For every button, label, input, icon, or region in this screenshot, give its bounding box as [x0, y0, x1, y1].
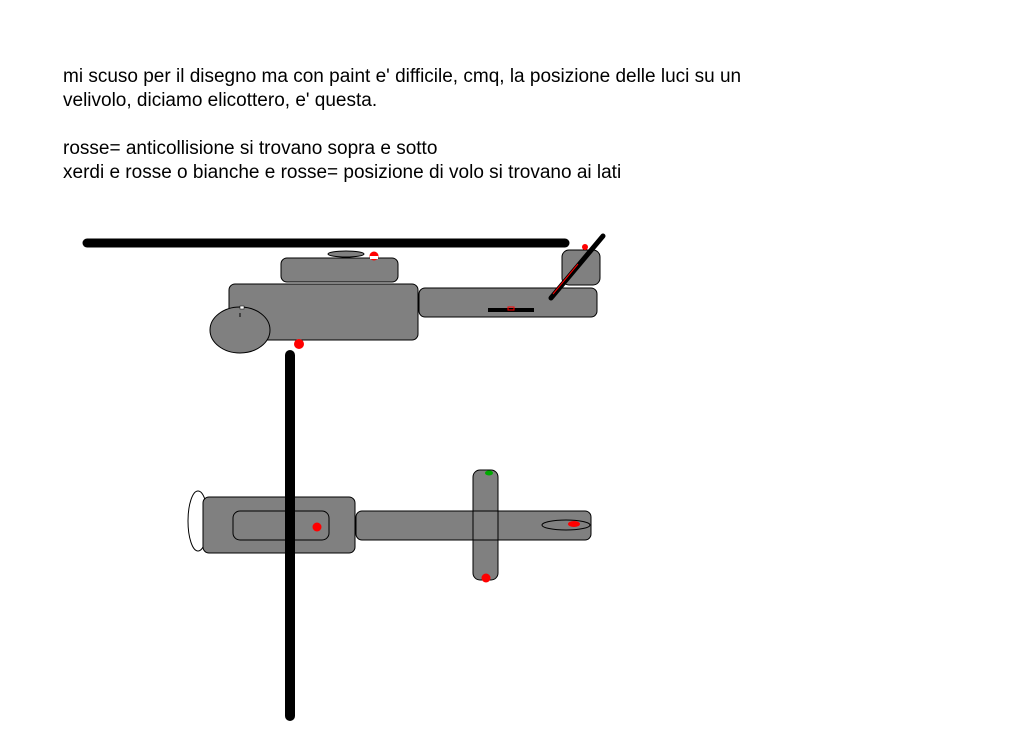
rotor-mast-disk	[328, 251, 364, 257]
green-position-light	[485, 471, 493, 476]
helicopter-side-view	[87, 236, 603, 353]
caption-line-1: mi scuso per il disegno ma con paint e' difficile, cmq, la posizione delle luci su un	[63, 66, 742, 87]
red-position-light	[482, 574, 491, 583]
tail-red-light	[568, 521, 580, 527]
side-position-light	[240, 306, 244, 309]
top-stabilizer	[473, 470, 498, 580]
bottom-anticollision-light	[294, 339, 304, 349]
caption-line-3: rosse= anticollisione si trovano sopra e sotto	[63, 138, 438, 159]
caption-line-2: velivolo, diciamo elicottero, e' questa.	[63, 90, 378, 111]
top-view-anticollision-light	[313, 523, 322, 532]
engine-housing	[281, 258, 398, 282]
tail-end-outline	[542, 520, 590, 530]
tail-rotor-light	[582, 244, 588, 250]
top-light-highlight	[370, 256, 378, 259]
helicopter-top-view	[188, 355, 591, 716]
caption-line-4: xerdi e rosse o bianche e rosse= posizione di volo si trovano ai lati	[63, 162, 622, 183]
tail-boom	[419, 288, 597, 317]
